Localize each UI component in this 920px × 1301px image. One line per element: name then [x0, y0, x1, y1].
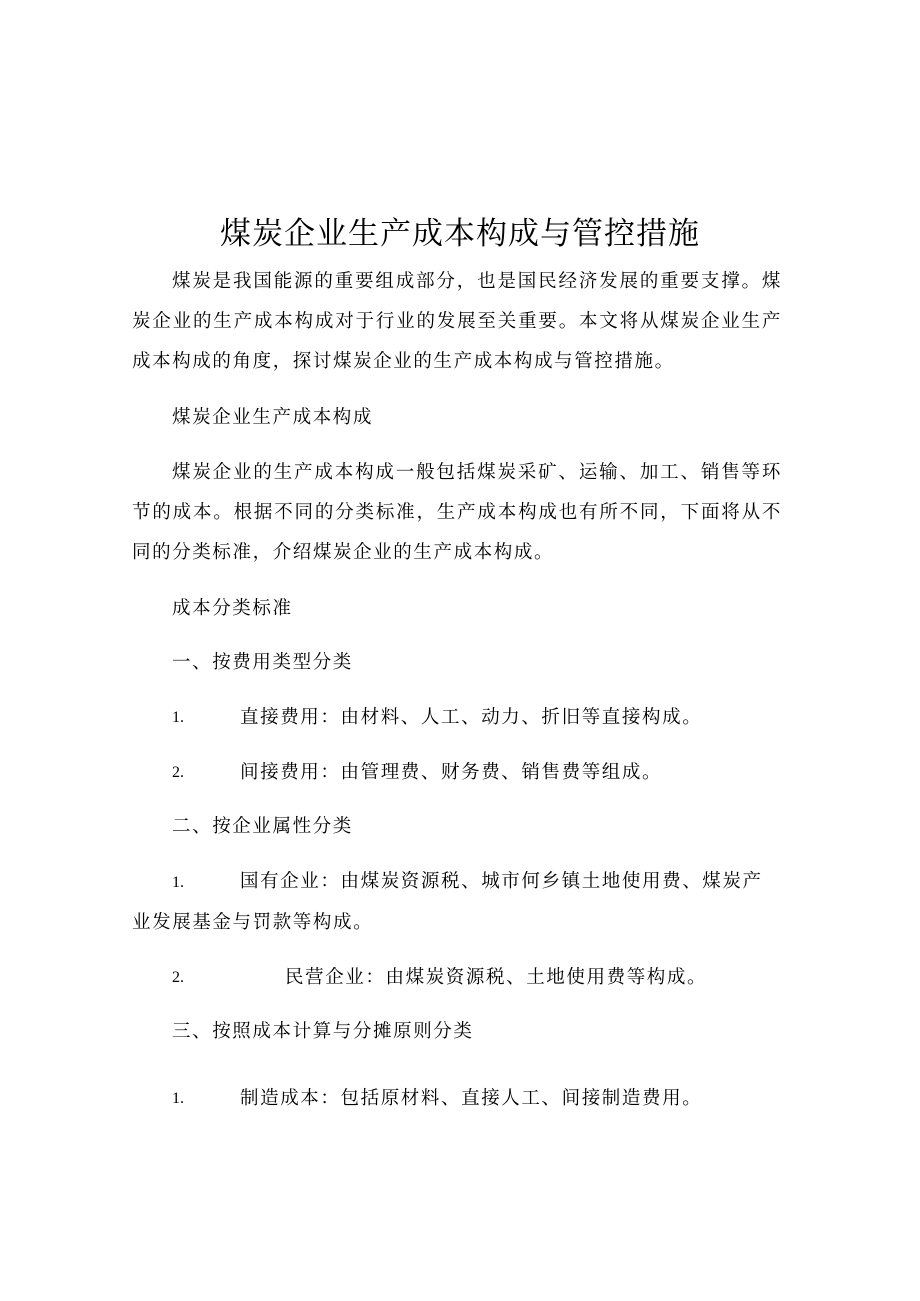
group1-item2-text: 间接费用：由管理费、财务费、销售费等组成。 [240, 762, 663, 783]
group1-item1-text: 直接费用：由材料、人工、动力、折旧等直接构成。 [240, 707, 703, 728]
group1-heading: 一、按费用类型分类 [172, 652, 353, 673]
group2-item1-text: 国有企业：由煤炭资源税、城市何乡镇土地使用费、煤炭产业发展基金与罚款等构成。 [132, 871, 763, 933]
group2-item2-text: 民营企业：由煤炭资源税、土地使用费等构成。 [285, 967, 708, 988]
page-title: 煤炭企业生产成本构成与管控措施 [220, 216, 700, 252]
group3-item1-number: 1. [172, 1090, 184, 1107]
group3-heading: 三、按照成本计算与分摊原则分类 [172, 1021, 474, 1042]
group2-heading: 二、按企业属性分类 [172, 816, 353, 837]
group3-item1-text: 制造成本：包括原材料、直接人工、间接制造费用。 [240, 1088, 703, 1109]
group1-item1-number: 1. [172, 709, 184, 726]
group1-item2-number: 2. [172, 764, 184, 781]
group2-item1 [132, 862, 782, 943]
group2-item1-number: 1. [172, 874, 184, 891]
section-heading: 煤炭企业生产成本构成 [172, 407, 374, 428]
intro-paragraph: 煤炭是我国能源的重要组成部分，也是国民经济发展的重要支撑。煤炭企业的生产成本构成对于行业的发展至关重要。本文将从煤炭企业生产成本构成的角度，探讨煤炭企业的生产成本构成与管控措施。 [132, 271, 782, 372]
group2-item2-number: 2. [172, 969, 184, 986]
section-body-paragraph: 煤炭企业的生产成本构成一般包括煤炭采矿、运输、加工、销售等环节的成本。根据不同的分类标准，生产成本构成也有所不同，下面将从不同的分类标准，介绍煤炭企业的生产成本构成。 [132, 462, 782, 563]
classification-heading: 成本分类标准 [172, 598, 293, 619]
